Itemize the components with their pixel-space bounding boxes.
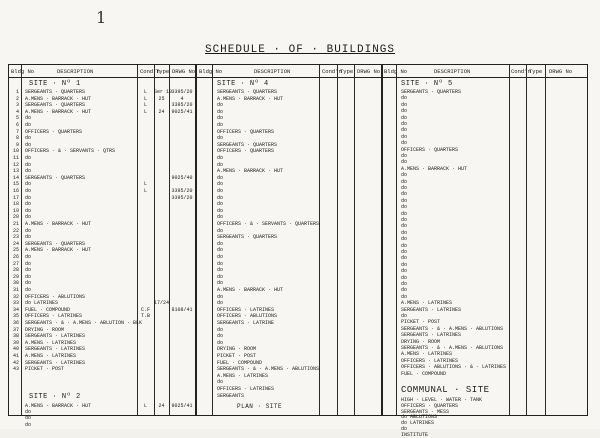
table-row	[9, 115, 587, 121]
table-row	[9, 332, 587, 338]
site-2-heading: SITE · Nº 2	[29, 393, 81, 401]
building-description: do	[217, 333, 224, 340]
table-row	[9, 240, 587, 249]
building-description: OFFICERS · QUARTERS	[217, 128, 275, 135]
building-description: do	[25, 267, 32, 274]
building-description: do	[25, 188, 32, 194]
building-description: A.MENS · BARRACK · HUT	[25, 247, 92, 254]
building-description: do	[217, 339, 224, 346]
building-number: 2	[15, 95, 19, 102]
building-description: OFFICERS · QUARTERS	[401, 146, 459, 153]
building-description: do	[401, 274, 408, 281]
site-1-heading: SITE · Nº 1	[29, 80, 81, 88]
building-description: do	[401, 217, 408, 223]
building-description: do	[25, 227, 32, 234]
building-description: do	[217, 188, 224, 194]
building-description: OFFICERS · LATRINES	[25, 313, 83, 320]
site-5-heading: SITE · Nº 5	[401, 80, 453, 88]
building-description: do	[217, 122, 224, 128]
header-description-1: DESCRIPTION	[57, 68, 94, 75]
header-condition-2: Cond'n	[322, 68, 342, 75]
building-description: SERGEANTS · LATRINES	[25, 346, 86, 353]
table-row	[9, 300, 587, 306]
building-description: SERGEANTS · QUARTERS	[217, 141, 278, 148]
table-row	[9, 165, 587, 175]
building-description: do	[401, 236, 408, 243]
building-description: A.MENS · LATRINES	[401, 351, 453, 358]
building-description: do	[217, 260, 224, 267]
communal-row: HIGH · LEVEL · WATER · TANK	[401, 397, 483, 403]
drawing-number-cell: 8108/41	[171, 306, 193, 313]
condition-cell: L	[143, 89, 147, 95]
building-description: SERGEANTS · QUARTERS	[25, 174, 86, 181]
table-row	[9, 351, 587, 357]
table-row	[9, 294, 587, 300]
building-description: do	[217, 326, 224, 333]
building-number: 16	[12, 188, 19, 194]
building-number: 35	[12, 313, 19, 320]
building-description: PICKET · POST	[401, 319, 441, 326]
drawing-number-cell: 3395/20	[171, 89, 193, 95]
table-row	[9, 339, 587, 345]
building-description: do	[401, 293, 408, 300]
building-description: A.MENS · BARRACK · HUT	[25, 95, 92, 102]
table-row	[9, 268, 587, 274]
building-description: do	[401, 261, 408, 268]
table-row	[9, 255, 587, 261]
building-description: do	[25, 207, 32, 214]
building-description: OFFICERS · LATRINES	[217, 306, 275, 313]
building-description: do	[401, 114, 408, 121]
table-row	[9, 89, 587, 95]
building-description: do	[401, 255, 408, 262]
drawing-number-cell: 9025/41	[171, 108, 193, 115]
building-number: 29	[12, 273, 19, 280]
building-number: 5	[15, 115, 19, 122]
building-description: SERGEANTS · LATRINE	[217, 320, 275, 326]
table-row	[9, 319, 587, 325]
building-number: 7	[15, 128, 19, 135]
building-description: do	[217, 161, 224, 168]
building-description: do	[401, 178, 408, 185]
building-description: do	[401, 121, 408, 127]
building-description: do	[217, 181, 224, 188]
building-description: A.MENS · LATRINES	[25, 353, 77, 359]
building-description: do	[401, 133, 408, 140]
building-number: 23	[12, 234, 19, 241]
building-description: do	[25, 415, 32, 422]
building-number: 15	[12, 181, 19, 188]
building-number: 27	[12, 260, 19, 267]
building-description: do	[25, 214, 32, 221]
building-description: SERGEANTS · & · A.MENS · ABLUTION · BLK	[25, 320, 143, 326]
drawing-number-cell: 9025/40	[171, 174, 193, 181]
building-description: do	[217, 240, 224, 247]
building-description: do	[217, 254, 224, 260]
building-description: A.MENS · BARRACK · HUT	[217, 95, 284, 102]
building-number: 19	[12, 207, 19, 214]
table-row	[9, 127, 587, 133]
drawing-number-cell: 4	[180, 95, 184, 102]
building-number: 3	[15, 102, 19, 109]
building-description: A.MENS · BARRACK · HUT	[217, 287, 284, 293]
building-number: 14	[12, 174, 19, 181]
building-description: do	[401, 127, 408, 134]
header-type-2: Type	[340, 68, 354, 75]
building-number: 38	[12, 333, 19, 340]
building-number: 13	[12, 168, 19, 175]
building-description: DRYING · ROOM	[25, 326, 65, 333]
header-type-1: Type	[156, 68, 170, 75]
building-description: do	[401, 210, 408, 217]
header-drwg-1: DRWG No	[172, 68, 196, 75]
building-number: 22	[12, 227, 19, 234]
building-number: 36	[12, 320, 19, 326]
building-description: SERGEANTS · & · A.MENS · ABLUTIONS	[401, 345, 504, 351]
header-drwg-2: DRWG No	[357, 68, 381, 75]
building-description: SERGEANTS · LATRINES	[25, 359, 86, 366]
building-description: do	[25, 161, 32, 168]
building-description: A.MENS · BARRACK · HUT	[25, 403, 92, 409]
building-number: 11	[12, 155, 19, 161]
building-description: SERGEANTS	[217, 392, 245, 399]
communal-row: do LATRINES	[401, 420, 435, 427]
condition-cell: L	[143, 102, 147, 109]
communal-row: INSTITUTE	[401, 431, 429, 438]
building-description: do	[217, 293, 224, 300]
building-number: 33	[12, 300, 19, 307]
table-row	[9, 409, 587, 415]
schedule-table	[8, 64, 588, 438]
building-description: do	[217, 214, 224, 221]
table-row	[9, 102, 587, 108]
building-number: 6	[15, 122, 19, 128]
table-row	[9, 249, 587, 255]
type-cell: 24	[158, 403, 165, 409]
building-description: do	[25, 201, 32, 208]
table-row	[9, 403, 587, 409]
schedule-title: SCHEDULE · OF · BUILDINGS	[204, 44, 396, 56]
building-description: do	[217, 194, 224, 201]
building-description: OFFICERS · ABLUTIONS · & · LATRINES	[401, 364, 507, 371]
table-row	[9, 281, 587, 287]
table-row	[9, 275, 587, 281]
building-description: A.MENS · LATRINES	[401, 300, 453, 307]
building-description: FUEL · COMPOUND	[401, 370, 447, 377]
table-row	[9, 95, 587, 101]
table-row	[9, 236, 587, 242]
table-row	[9, 415, 587, 421]
building-description: do	[25, 141, 32, 148]
header-condition-1: Cond'n	[140, 68, 160, 75]
condition-cell: C.F	[140, 306, 150, 313]
building-description: do	[401, 185, 408, 191]
header-description-2: DESCRIPTION	[254, 68, 291, 75]
building-description: OFFICERS · & · SERVANTS · QUARTERS	[217, 221, 320, 227]
table-row	[9, 393, 587, 399]
table-row	[9, 386, 587, 392]
table-row	[9, 262, 587, 268]
building-number: 31	[12, 287, 19, 293]
building-description: do	[401, 223, 408, 230]
table-row	[9, 159, 587, 165]
building-description: do	[25, 260, 32, 267]
communal-row: do	[401, 426, 408, 432]
building-description: OFFICERS · ABLUTIONS	[25, 293, 86, 300]
building-description: do	[401, 281, 408, 287]
table-row	[9, 153, 587, 159]
condition-cell: L	[143, 95, 147, 102]
building-description: do	[25, 254, 32, 260]
condition-cell: T.B	[140, 313, 150, 320]
building-description: SERGEANTS · QUARTERS	[217, 234, 278, 241]
building-description: do	[401, 197, 408, 204]
building-description: SERGEANTS · & · A.MENS · ABLUTIONS	[401, 325, 504, 332]
building-description: do	[401, 191, 408, 198]
condition-cell: L	[143, 181, 147, 188]
building-number: 20	[12, 214, 19, 221]
building-description: SERGEANTS · & · A.MENS · ABLUTIONS	[217, 366, 320, 373]
building-description: do LATRINES	[25, 300, 59, 307]
building-description: A.MENS · BARRACK · HUT	[25, 221, 92, 227]
building-description: OFFICERS · LATRINES	[401, 357, 459, 364]
building-description: do	[25, 181, 32, 188]
type-cell: 17/24	[154, 300, 170, 307]
building-description: do	[401, 313, 408, 319]
building-description: do	[401, 95, 408, 102]
table-row	[9, 172, 587, 178]
building-number: 39	[12, 339, 19, 346]
table-row	[9, 217, 587, 223]
building-description: do	[401, 229, 408, 236]
building-description: do	[217, 379, 224, 386]
header-type-3: Type	[529, 68, 543, 75]
table-row	[9, 178, 587, 188]
table-row	[9, 358, 587, 364]
building-description: do	[401, 101, 408, 108]
building-description: A.MENS · BARRACK · HUT	[401, 165, 468, 172]
building-number: 30	[12, 280, 19, 287]
building-description: PICKET · POST	[25, 366, 65, 373]
condition-cell: L	[143, 188, 147, 194]
building-description: do	[217, 267, 224, 274]
building-description: SERGEANTS · QUARTERS	[25, 102, 86, 109]
building-description: SERGEANTS · QUARTERS	[25, 89, 86, 95]
building-number: 9	[15, 141, 19, 148]
building-description: do	[25, 135, 32, 142]
type-cell: Ser 10	[154, 89, 173, 95]
building-description: PICKET · POST	[217, 353, 257, 359]
building-number: 25	[12, 247, 19, 254]
building-description: A.MENS · BARRACK · HUT	[25, 108, 92, 115]
table-row	[9, 185, 587, 191]
building-description: do	[217, 227, 224, 234]
table-row	[9, 287, 587, 293]
building-description: do	[401, 153, 408, 159]
building-description: do	[25, 287, 32, 293]
building-description: do	[25, 409, 32, 416]
building-description: do	[217, 247, 224, 254]
building-number: 17	[12, 194, 19, 201]
table-row	[9, 364, 587, 373]
building-description: OFFICERS · & · SERVANTS · QTRS	[25, 148, 116, 155]
building-description: do	[401, 242, 408, 249]
building-description: OFFICERS · QUARTERS	[25, 128, 83, 135]
header-description-3: DESCRIPTION	[434, 68, 471, 75]
type-cell: 24	[158, 108, 165, 115]
building-description: do	[217, 155, 224, 161]
building-description: OFFICERS · QUARTERS	[217, 148, 275, 155]
communal-row: SERGEANTS · MESS	[401, 408, 450, 415]
table-row	[9, 191, 587, 197]
building-description: do	[401, 249, 408, 255]
building-description: do	[217, 280, 224, 287]
building-description: do	[401, 108, 408, 115]
building-description: DRYING · ROOM	[401, 338, 441, 345]
building-description: OFFICERS · LATRINES	[217, 386, 275, 392]
table-row	[9, 211, 587, 217]
header-drwg-3: DRWG No	[549, 68, 573, 75]
building-description: SERGEANTS · LATRINES	[25, 333, 86, 340]
condition-cell: L	[143, 403, 147, 409]
building-description: DRYING · ROOM	[217, 346, 257, 353]
drawing-number-cell: 3395/20	[171, 194, 193, 201]
table-row	[9, 223, 587, 229]
building-description: do	[25, 280, 32, 287]
table-row	[9, 134, 587, 140]
communal-row: OFFICERS · QUARTERS	[401, 402, 459, 409]
table-row	[9, 379, 587, 385]
table-row	[9, 313, 587, 319]
building-description: do	[401, 204, 408, 211]
building-description: do	[401, 140, 408, 147]
table-row	[9, 108, 587, 114]
header-bldg-no-3: Bldg No	[384, 68, 408, 75]
building-number: 32	[12, 293, 19, 300]
building-description: do	[401, 172, 408, 179]
building-description: do	[217, 135, 224, 142]
building-number: 10	[12, 148, 19, 155]
building-description: OFFICERS · ABLUTIONS	[217, 313, 278, 320]
building-number: 24	[12, 240, 19, 247]
building-description: SERGEANTS · LATRINES	[401, 306, 462, 313]
building-description: A.MENS · BARRACK · HUT	[217, 168, 284, 175]
page-number: 1	[96, 8, 107, 27]
table-row	[9, 371, 587, 377]
building-number: 43	[12, 366, 19, 373]
building-description: do	[217, 115, 224, 122]
table-row	[9, 198, 587, 204]
building-description: do	[25, 273, 32, 280]
building-description: A.MENS · LATRINES	[217, 372, 269, 379]
table-header	[9, 65, 587, 78]
header-bldg-no-2: Bldg No	[199, 68, 223, 75]
building-number: 40	[12, 346, 19, 353]
building-number: 18	[12, 201, 19, 208]
building-description: do	[25, 115, 32, 122]
building-description: FUEL · COMPOUND	[25, 306, 71, 313]
drawing-number-cell: 3395/20	[171, 188, 193, 194]
building-description: do	[25, 421, 32, 428]
building-description: SERGEANTS · LATRINES	[401, 332, 462, 339]
table-row	[9, 121, 587, 127]
communal-row: do ABLUTIONS	[401, 414, 438, 421]
building-description: do	[401, 268, 408, 275]
site-4-heading: SITE · Nº 4	[217, 80, 269, 88]
building-description: do	[217, 201, 224, 208]
building-description: FUEL · COMPOUND	[217, 359, 263, 366]
table-row	[9, 147, 587, 153]
building-number: 12	[12, 161, 19, 168]
building-description: do	[217, 300, 224, 307]
building-number: 1	[15, 89, 19, 95]
building-number: 26	[12, 254, 19, 260]
building-description: do	[25, 234, 32, 241]
building-description: do	[25, 122, 32, 128]
building-description: do	[25, 194, 32, 201]
building-number: 41	[12, 353, 19, 359]
building-number: 8	[15, 135, 19, 142]
building-description: do	[217, 108, 224, 115]
building-number: 34	[12, 306, 19, 313]
type-cell: 25	[158, 95, 165, 102]
building-description: do	[217, 207, 224, 214]
communal-site-heading: COMMUNAL · SITE	[401, 385, 490, 395]
building-description: SERGEANTS · QUARTERS	[401, 89, 462, 95]
header-bldg-no-1: Bldg No	[11, 68, 35, 75]
table-row	[9, 307, 587, 313]
building-description: do	[217, 273, 224, 280]
building-description: do	[25, 168, 32, 175]
site-4-footer: PLAN · SITE	[237, 403, 283, 410]
building-number: 28	[12, 267, 19, 274]
drawing-number-cell: 3395/20	[171, 102, 193, 109]
header-condition-3: Cond'n	[511, 68, 531, 75]
table-row	[9, 345, 587, 351]
building-description: do	[217, 102, 224, 109]
condition-cell: L	[143, 108, 147, 115]
building-number: 21	[12, 221, 19, 227]
building-number: 42	[12, 359, 19, 366]
table-row	[9, 326, 587, 332]
building-description: do	[25, 155, 32, 161]
building-description: do	[401, 159, 408, 166]
drawing-number-cell: 9025/41	[171, 403, 193, 409]
building-description: SERGEANTS · QUARTERS	[25, 240, 86, 247]
building-number: 37	[12, 326, 19, 333]
table-row	[9, 422, 587, 428]
building-description: SERGEANTS · QUARTERS	[217, 89, 278, 95]
building-description: do	[401, 287, 408, 294]
building-description: do	[217, 174, 224, 181]
building-description: A.MENS · LATRINES	[25, 339, 77, 346]
table-row	[9, 227, 587, 236]
building-number: 4	[15, 108, 19, 115]
table-row	[9, 204, 587, 210]
table-row	[9, 140, 587, 146]
